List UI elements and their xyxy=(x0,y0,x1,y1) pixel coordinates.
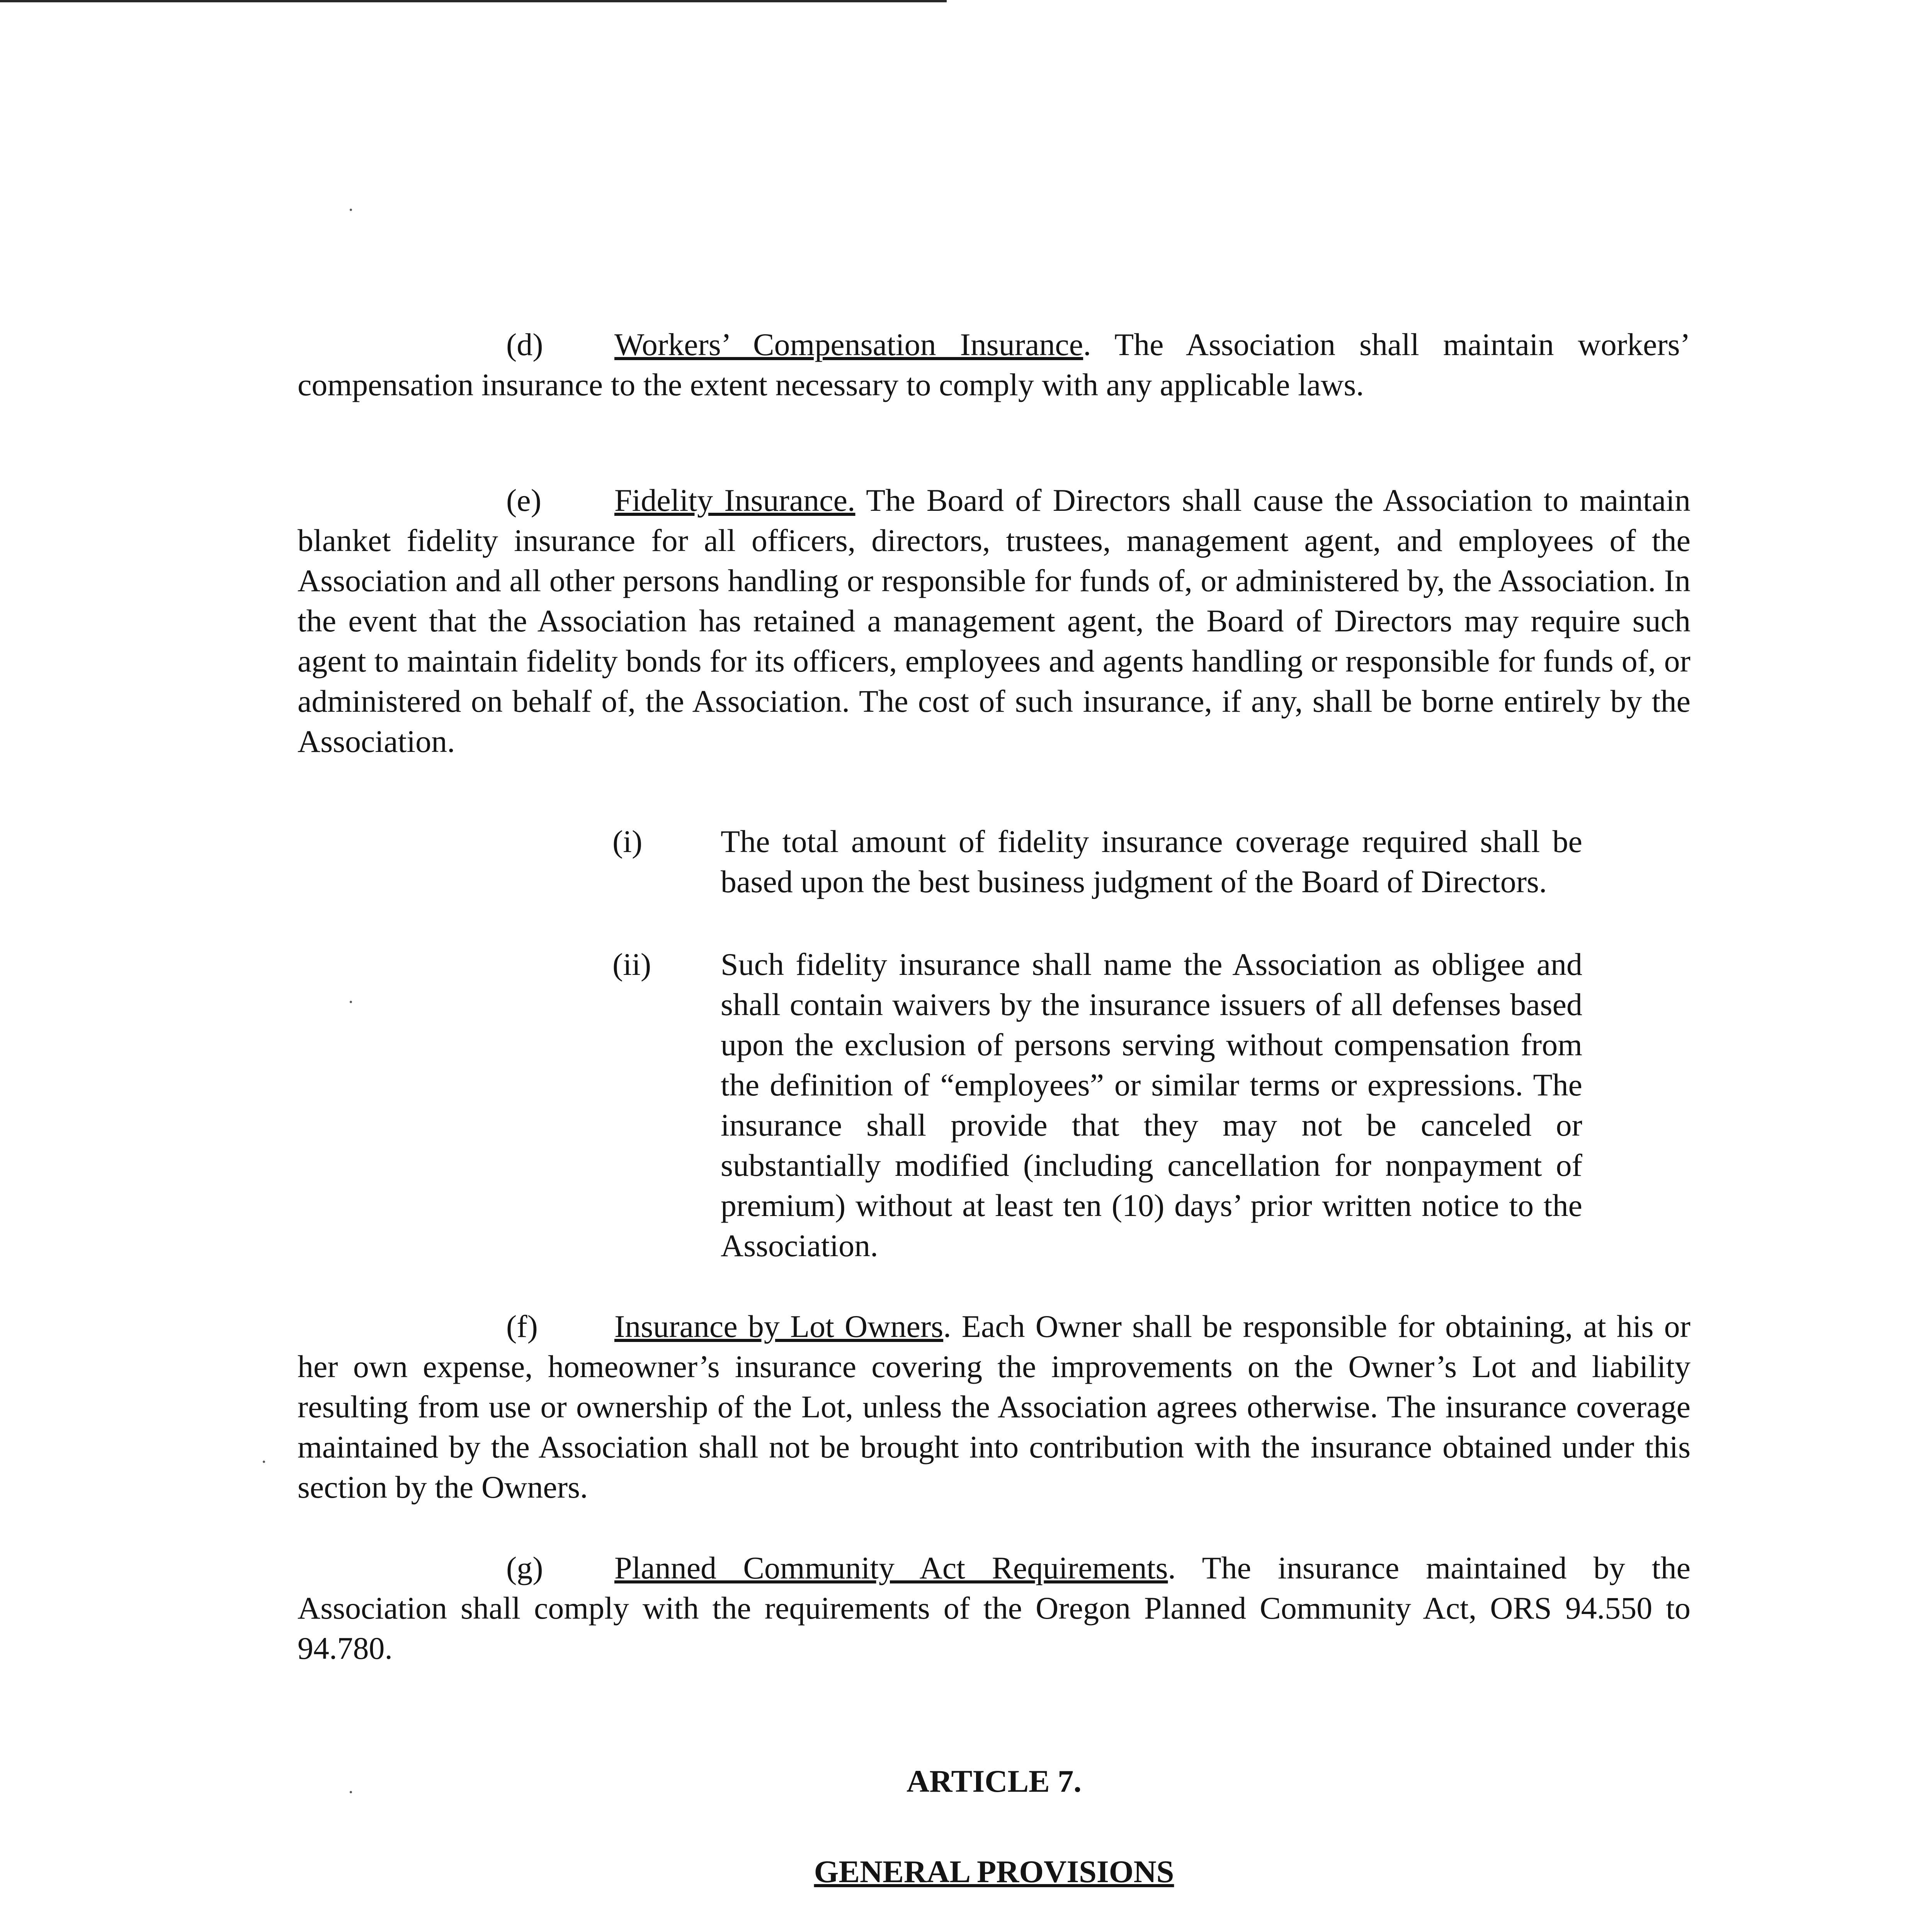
paragraph-heading: Fidelity Insurance. xyxy=(614,483,855,518)
paragraph-text: . The insurance maintained by the Association shall comply with the requirements of the Oregon Planned Community Act, ORS 94.550 to 94.780. xyxy=(298,1550,1690,1666)
paragraph-label: (f) xyxy=(506,1309,538,1344)
paragraph-label: (d) xyxy=(506,327,543,362)
paragraph-workers-compensation xyxy=(298,325,1690,405)
fidelity-subitems xyxy=(612,821,1582,1266)
subitem-label: (i) xyxy=(612,824,643,859)
paragraph-label: (e) xyxy=(506,483,542,518)
scan-speck xyxy=(350,209,352,211)
paragraph-planned-community-act xyxy=(298,1548,1690,1668)
paragraph-label: (g) xyxy=(506,1550,543,1585)
paragraph-heading: Insurance by Lot Owners xyxy=(614,1309,944,1344)
paragraph-heading: Workers’ Compensation Insurance xyxy=(614,327,1083,362)
subitem-text: Such fidelity insurance shall name the Association as obligee and shall contain waivers by the insurance issuers of all defenses based upon the exclusion of persons serving without compensation from the definition of “employees” or similar terms or expressions. The insurance shall provide that they may not be canceled or substantially modified (including cancellation for nonpayment of premium) without at least ten (10) days’ prior written notice to the Association. xyxy=(721,947,1582,1263)
paragraph-text: . Each Owner shall be responsible for obtaining, at his or her own expense, homeowner’s insurance covering the improvements on the Owner’s Lot and liability resulting from use or ownership of the Lot, unless the Association agrees otherwise. The insurance coverage maintained by the Association shall not be brought into contribution with the insurance obtained under this section by the Owners. xyxy=(298,1309,1690,1505)
scan-speck xyxy=(263,1461,265,1463)
section-title: GENERAL PROVISIONS xyxy=(814,1854,1174,1889)
scan-edge-top xyxy=(0,0,947,2)
document-page xyxy=(298,325,1690,1932)
paragraph-text: The Board of Directors shall cause the Association to maintain blanket fidelity insurance for all officers, directors, trustees, management agent, and employees of the Association and all other persons handling or responsible for funds of, or administered by, the Association. In the event that the Association has retained a management agent, the Board of Directors may require such agent to maintain fidelity bonds for its officers, employees and agents handling or responsible for funds of, or administered on behalf of, the Association. The cost of such insurance, if any, shall be borne entirely by the Association. xyxy=(298,483,1690,759)
paragraph-text: . The Association shall maintain workers’ compensation insurance to the extent necessary to comply with any applicable laws. xyxy=(298,327,1690,402)
paragraph-fidelity-insurance xyxy=(298,480,1690,762)
paragraph-insurance-by-lot-owners xyxy=(298,1306,1690,1507)
paragraph-heading: Planned Community Act Requirements xyxy=(614,1550,1168,1585)
subitem-i xyxy=(612,821,1582,902)
subitem-label: (ii) xyxy=(612,947,651,982)
article-title: ARTICLE 7. xyxy=(906,1764,1082,1799)
subitem-ii xyxy=(612,944,1582,1266)
subitem-text: The total amount of fidelity insurance coverage required shall be based upon the best business judgment of the Board of Directors. xyxy=(721,824,1582,899)
